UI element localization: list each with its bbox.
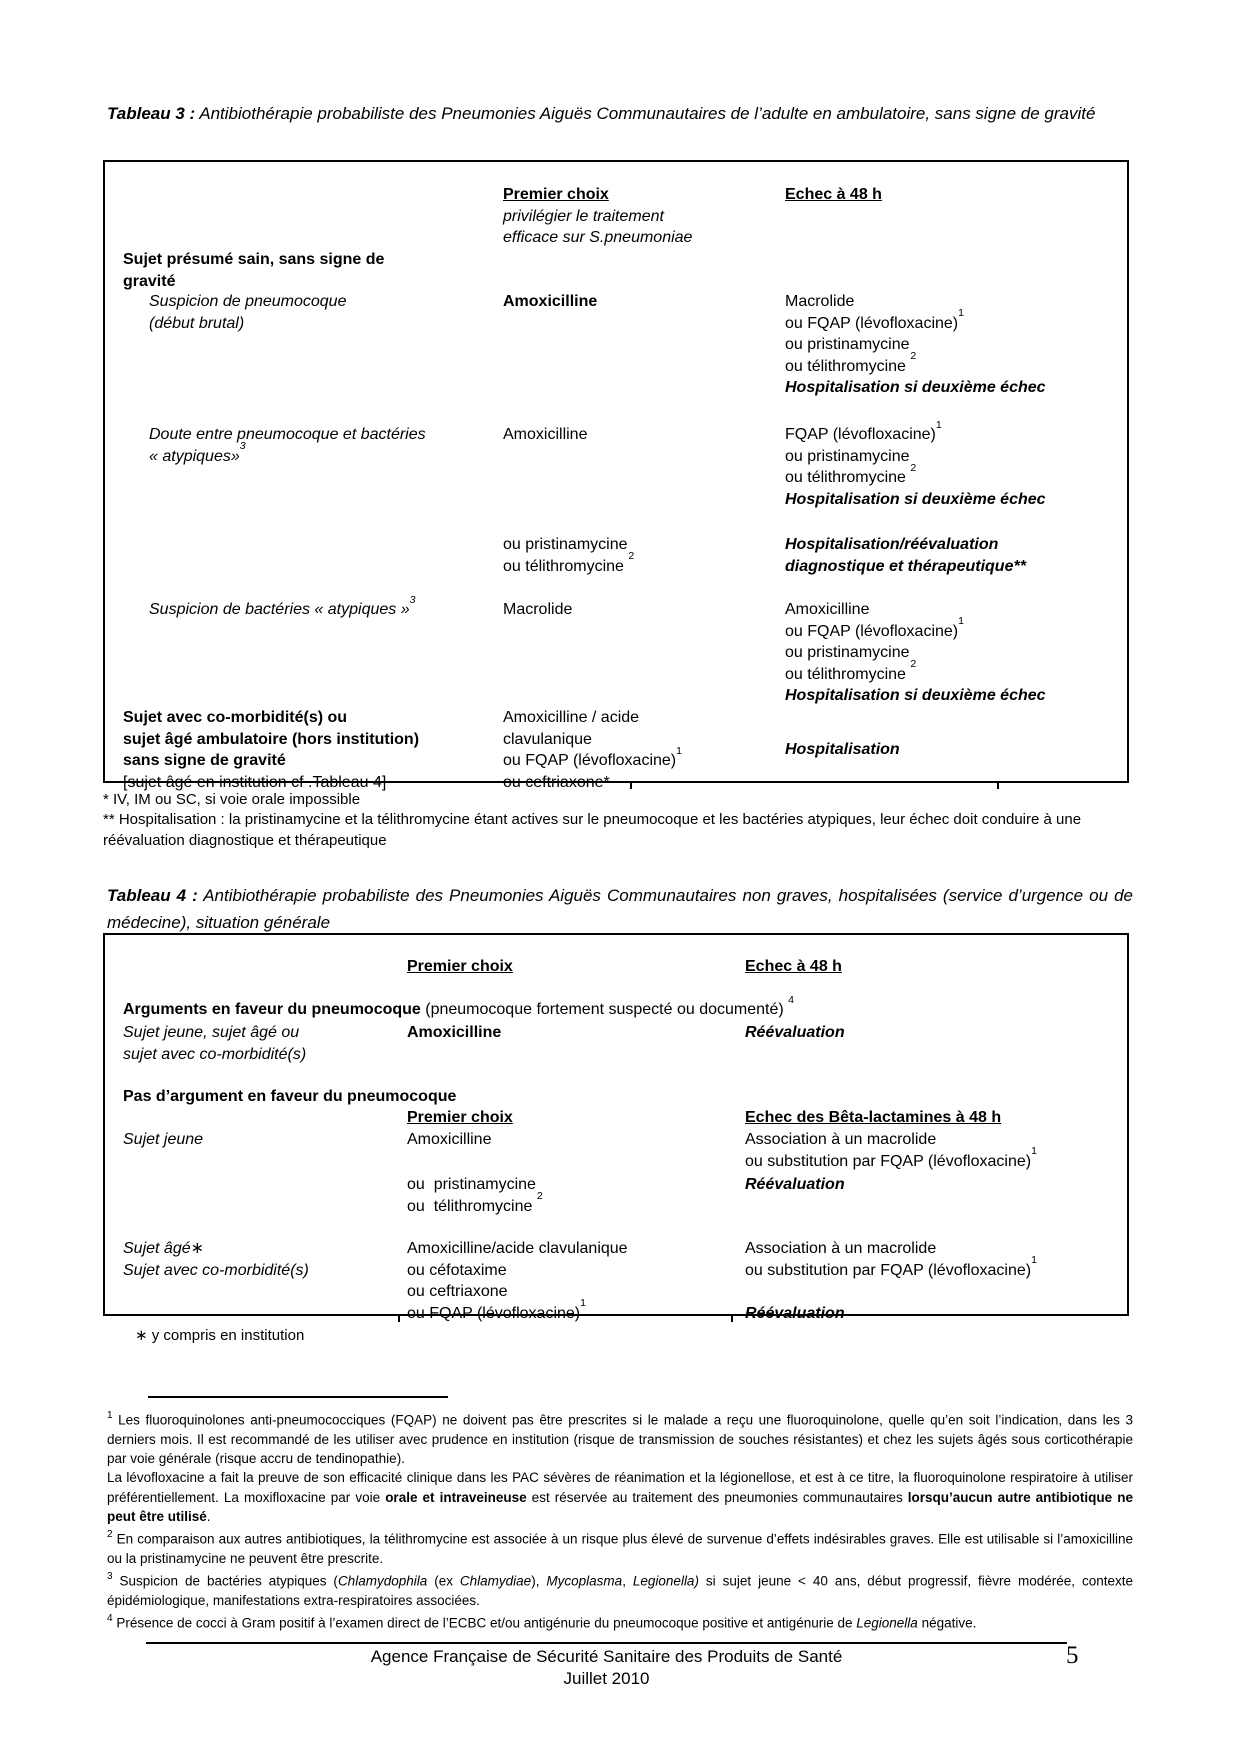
t3-row1-echec-line3: ou pristinamycine (785, 336, 910, 353)
t3-row2-choice: Amoxicilline (503, 426, 588, 443)
tableau3 (103, 160, 1129, 791)
footnote-4-text: Présence de cocci à Gram positif à l’examen direct de l’ECBC et/ou antigénurie du pneumocoque positive et antigénurie de (112, 1615, 857, 1631)
t4-row2-echec-line1: Association à un macrolide (745, 1131, 937, 1148)
t3-grid-tick (997, 783, 999, 789)
footnote-ref-2: 2 (536, 1190, 543, 1203)
t4-row3-condition (123, 1238, 309, 1281)
tableau4-title-label: Tableau 4 : (107, 886, 198, 905)
t4-row1-condition (123, 1022, 306, 1065)
footnote-ref-1: 1 (1031, 1254, 1037, 1267)
footnote-2 (107, 1526, 1133, 1568)
t3-row2-echec-line3: ou télithromycine $^2$ (785, 461, 917, 486)
t4-row2-choice-line2: ou pristinamycine (407, 1176, 536, 1193)
t4-row3-echec-reevaluation: Réévaluation (745, 1305, 845, 1322)
footnote-1b-bold2: lorsqu’aucun autre antibiotique ne peut être utilisé (107, 1489, 1133, 1524)
footnote-1-text: Les fluoroquinolones anti-pneumococciques (FQAP) ne doivent pas être prescrites si le malade a reçu une fluoroquinolone, quelle qu’en soit l’indication, dans les 3 derniers mois. Il est recommandé de les utiliser avec prudence en institution (risque de transmission de souches résistantes) et chez les sujets âgés sous corticothérapie par voie générale (risque accru de tendinopathie). (107, 1412, 1133, 1467)
footer-date: Juillet 2010 (563, 1669, 650, 1688)
tableau4-title (107, 882, 1133, 936)
footnote-1b: La lévofloxacine a fait la preuve de son efficacité clinique dans les PAC sévères de réanimation et la légionellose, et est à ce titre, la fluoroquinolone respiratoire à utiliser préférentiellement. La moxifloxacine par voie orale et intraveineuse est réservée au traitement des pneumonies communautaires lorsqu’aucun autre antibiotique ne peut être utilisé. (107, 1470, 1133, 1524)
t3-row2-cond-line2: « atypiques»$^3$ (149, 440, 246, 465)
t4-section2-heading: Pas d’argument en faveur du pneumocoque (123, 1088, 457, 1105)
tableau4 (103, 933, 1129, 1322)
footer-agency: Agence Française de Sécurité Sanitaire des Produits de Santé (370, 1647, 843, 1666)
t4-row3-cond-line1: Sujet âgé∗ (123, 1240, 205, 1257)
t3-row3-condition: Suspicion de bactéries « atypiques »$^3$ (149, 593, 416, 618)
t3-row1-cond-line1: Suspicion de pneumocoque (149, 293, 347, 310)
footnote-1b-text: La lévofloxacine a fait la preuve de son efficacité clinique dans les PAC sévères de réanimation et la légionellose, et est à ce titre, la fluoroquinolone respiratoire à utiliser préférentiellement. La moxifloxacine par voie (107, 1470, 1133, 1505)
t4-echec-label: Echec à 48 h (745, 958, 842, 975)
footnote-ref-2: 2 (910, 658, 917, 671)
t3-row3-echec-line1: Amoxicilline (785, 601, 870, 618)
t4-row2-echec (745, 1129, 1037, 1172)
t4-row3-choice-line2: ou céfotaxime (407, 1261, 507, 1279)
t4-row2-choice-alt (407, 1174, 543, 1217)
t3-echec-label: Echec à 48 h (785, 186, 882, 203)
t3-row4-cond-line4: [sujet âgé en institution cf .Tableau 4] (123, 773, 387, 791)
t3-row4-condition (123, 707, 419, 793)
t4-row3-choice-line3: ou ceftriaxone (407, 1283, 508, 1300)
t3-row3-echec (785, 599, 1046, 707)
t3-row2b-echec-line2: diagnostique et thérapeutique** (785, 557, 1026, 575)
t4-row3-choice-line4: ou FQAP (lévofloxacine)$^1$ (407, 1297, 586, 1322)
t3-group1-heading (123, 249, 384, 292)
t3-row4-cond-line3: sans signe de gravité (123, 752, 286, 769)
t3-group1-line2: gravité (123, 272, 176, 290)
t4-header2-echec (745, 1107, 1001, 1129)
t3-premier-choix-sub2: efficace sur S.pneumoniae (503, 229, 693, 246)
t3-row3-choice: Macrolide (503, 601, 573, 618)
t3-row1-echec (785, 291, 1046, 399)
footnote-ref-1: 1 (1031, 1145, 1037, 1158)
footnote-ref-3: 3 (409, 593, 416, 606)
t3-row4-cond-line1: Sujet avec co-morbidité(s) ou (123, 709, 348, 726)
t4-row2-choice-line3: ou télithromycine $^2$ (407, 1190, 543, 1215)
t3-row2b-echec-line1: Hospitalisation/réévaluation (785, 536, 999, 553)
t4-row1-echec: Réévaluation (745, 1024, 845, 1041)
t3-premier-choix-label (503, 184, 692, 206)
t3-row3-echec-line4: ou télithromycine $^2$ (785, 658, 917, 683)
t4-row1-choice: Amoxicilline (407, 1024, 502, 1041)
t3-row3-echec-line5: Hospitalisation si deuxième échec (785, 687, 1046, 704)
t3-row2b-echec (785, 534, 1026, 577)
t4-note-star: ∗ y compris en institution (135, 1327, 305, 1344)
footnote-4: $^4$ Présence de cocci à Gram positif à l’examen direct de l’ECBC et/ou antigénurie du pneumocoque positive et antigénurie de Legionella négative. (107, 1613, 977, 1631)
footnote-2-number: 2 (107, 1529, 113, 1541)
t4-row1-cond-line1: Sujet jeune, sujet âgé ou (123, 1024, 300, 1041)
t3-row4-choice-line4: ou ceftriaxone* (503, 773, 610, 791)
t3-header-echec (785, 184, 882, 206)
t3-row1-echec-line2: ou FQAP (lévofloxacine)$^1$ (785, 307, 964, 332)
footnote-3-text: si sujet jeune < 40 ans, début progressif, fièvre modérée, contexte épidémiologique, manifestations extra-respiratoires associées. (107, 1573, 1133, 1609)
footnote-ref-2: 2 (628, 550, 635, 563)
tableau4-title-text: Antibiothérapie probabiliste des Pneumonies Aiguës Communautaires non graves, hospitalisées (service d’urgence ou de médecine), situation générale (107, 886, 1134, 932)
t4-row3-echec-line2: ou substitution par FQAP (lévofloxacine)$^1$ (745, 1254, 1037, 1279)
page-number: 5 (1066, 1642, 1079, 1669)
footnote-ref-2: 2 (910, 461, 917, 474)
t4-row3-choice-line1: Amoxicilline/acide clavulanique (407, 1240, 628, 1257)
t4-premier-choix-label: Premier choix (407, 958, 513, 975)
t4-grid-tick (731, 1316, 733, 1322)
tableau3-title-label: Tableau 3 : (107, 104, 196, 123)
t3-row1-cond-line2: (début brutal) (149, 314, 245, 332)
t3-row4-choice (503, 707, 682, 793)
t3-row2-cond-line1: Doute entre pneumocoque et bactéries (149, 426, 426, 443)
t4-header2-premier-choix (407, 1107, 513, 1129)
t3-header-premier-choix (503, 184, 692, 249)
t3-grid-tick (630, 783, 632, 789)
t3-row1-echec-line4: ou télithromycine $^2$ (785, 350, 917, 375)
t4-echec-betalactamines-label: Echec des Bêta-lactamines à 48 h (745, 1109, 1002, 1126)
t3-row2b-choice (503, 534, 634, 577)
t4-header-echec (745, 956, 842, 978)
t4-row2-echec-line2: ou substitution par FQAP (lévofloxacine)$^1$ (745, 1145, 1037, 1170)
t4-row3-choice (407, 1238, 628, 1324)
footnote-ref-2: 2 (910, 350, 917, 363)
footnotes (107, 1407, 1133, 1633)
t4-row3-echec-line1: Association à un macrolide (745, 1240, 937, 1257)
tableau3-title (107, 100, 1133, 127)
t3-note-doublestar: ** Hospitalisation : la pristinamycine et la télithromycine étant actives sur le pneumocoque et les bactéries atypiques, leur échec doit conduire à une réévaluation diagnostique et thérapeutique (103, 811, 1082, 849)
footnote-ref-3: 3 (239, 440, 246, 453)
t3-row4-cond-line2: sujet âgé ambulatoire (hors institution) (123, 730, 420, 748)
footnote-ref-1: 1 (958, 615, 964, 628)
t4-section1-heading: Arguments en faveur du pneumocoque (pneumocoque fortement suspecté ou documenté) $^4$ (123, 993, 795, 1018)
t3-row1-echec-line1: Macrolide (785, 293, 855, 310)
tableau3-title-text: Antibiothérapie probabiliste des Pneumonies Aiguës Communautaires de l’adulte en ambulatoire, sans signe de gravité (195, 104, 1096, 123)
t3-row3-echec-line2: ou FQAP (lévofloxacine)$^1$ (785, 615, 964, 640)
t3-row4-choice-line2: clavulanique (503, 730, 592, 748)
t4-row2-echec-reevaluation: Réévaluation (745, 1176, 845, 1193)
footnote-4-number: 4 (107, 1613, 113, 1625)
footnote-2-text: En comparaison aux autres antibiotiques, la télithromycine est associée à un risque plus élevé de survenue d’effets indésirables graves. Elle est utilisable si l’amoxicilline ou la pristinamycine ne peuvent être prescrite. (107, 1531, 1133, 1567)
t3-row4-echec: Hospitalisation (785, 741, 900, 758)
t3-premier-choix-text: Premier choix (503, 186, 609, 203)
t3-row2b-choice-line2: ou télithromycine $^2$ (503, 550, 635, 575)
footnote-separator-line (148, 1396, 448, 1398)
t3-row2-echec-line2: ou pristinamycine (785, 447, 910, 465)
t3-row4-choice-line3: ou FQAP (lévofloxacine)$^1$ (503, 744, 682, 769)
t3-row2b-choice-line1: ou pristinamycine (503, 536, 628, 553)
footnote-ref-1: 1 (676, 744, 682, 757)
footnote-1b-bold1: orale et intraveineuse (385, 1489, 527, 1505)
t3-row2-echec-line1: FQAP (lévofloxacine)$^1$ (785, 418, 942, 443)
t4-header-premier-choix (407, 956, 513, 978)
t4-row2-choice-line1: Amoxicilline (407, 1131, 492, 1148)
footnote-1 (107, 1407, 1133, 1468)
footnote-3: $^3$ Suspicion de bactéries atypiques (Chlamydophila (ex Chlamydiae), Mycoplasma, Legionella) si sujet jeune < 40 ans, début progressif, fièvre modérée, contexte épidémiologique, manifestations extra-respiratoires associées. (107, 1571, 1133, 1609)
footnote-3-number: 3 (107, 1571, 113, 1583)
t3-row4-choice-line1: Amoxicilline / acide (503, 709, 640, 726)
t4-grid-tick (398, 1316, 400, 1322)
t4-row3-echec (745, 1238, 1037, 1281)
t3-row2-condition (149, 424, 426, 467)
t4-row3-cond-line2: Sujet avec co-morbidité(s) (123, 1261, 309, 1279)
footnote-ref-1: 1 (958, 307, 964, 320)
t3-row2-echec-line4: Hospitalisation si deuxième échec (785, 490, 1046, 508)
t4-row1-cond-line2: sujet avec co-morbidité(s) (123, 1045, 307, 1063)
t3-row2-echec (785, 418, 1046, 510)
t4-row2-condition: Sujet jeune (123, 1131, 204, 1148)
footnote-ref-1: 1 (580, 1297, 586, 1310)
page-footer (146, 1646, 1067, 1690)
footnote-1-number: 1 (107, 1410, 113, 1421)
t3-premier-choix-sub1: privilégier le traitement (503, 207, 664, 225)
footnote-ref-4: 4 (788, 993, 795, 1006)
t3-row1-choice: Amoxicilline (503, 293, 598, 310)
t3-note-star: * IV, IM ou SC, si voie orale impossible (103, 791, 361, 808)
footnote-ref-1: 1 (935, 418, 942, 431)
t3-group1-line1: Sujet présumé sain, sans signe de (123, 251, 385, 268)
t4-premier-choix2-label: Premier choix (407, 1109, 513, 1126)
t3-row3-echec-line3: ou pristinamycine (785, 644, 910, 661)
t3-row1-condition (149, 291, 346, 334)
footer-separator-line (146, 1642, 1067, 1644)
t3-row1-echec-line5: Hospitalisation si deuxième échec (785, 379, 1046, 396)
